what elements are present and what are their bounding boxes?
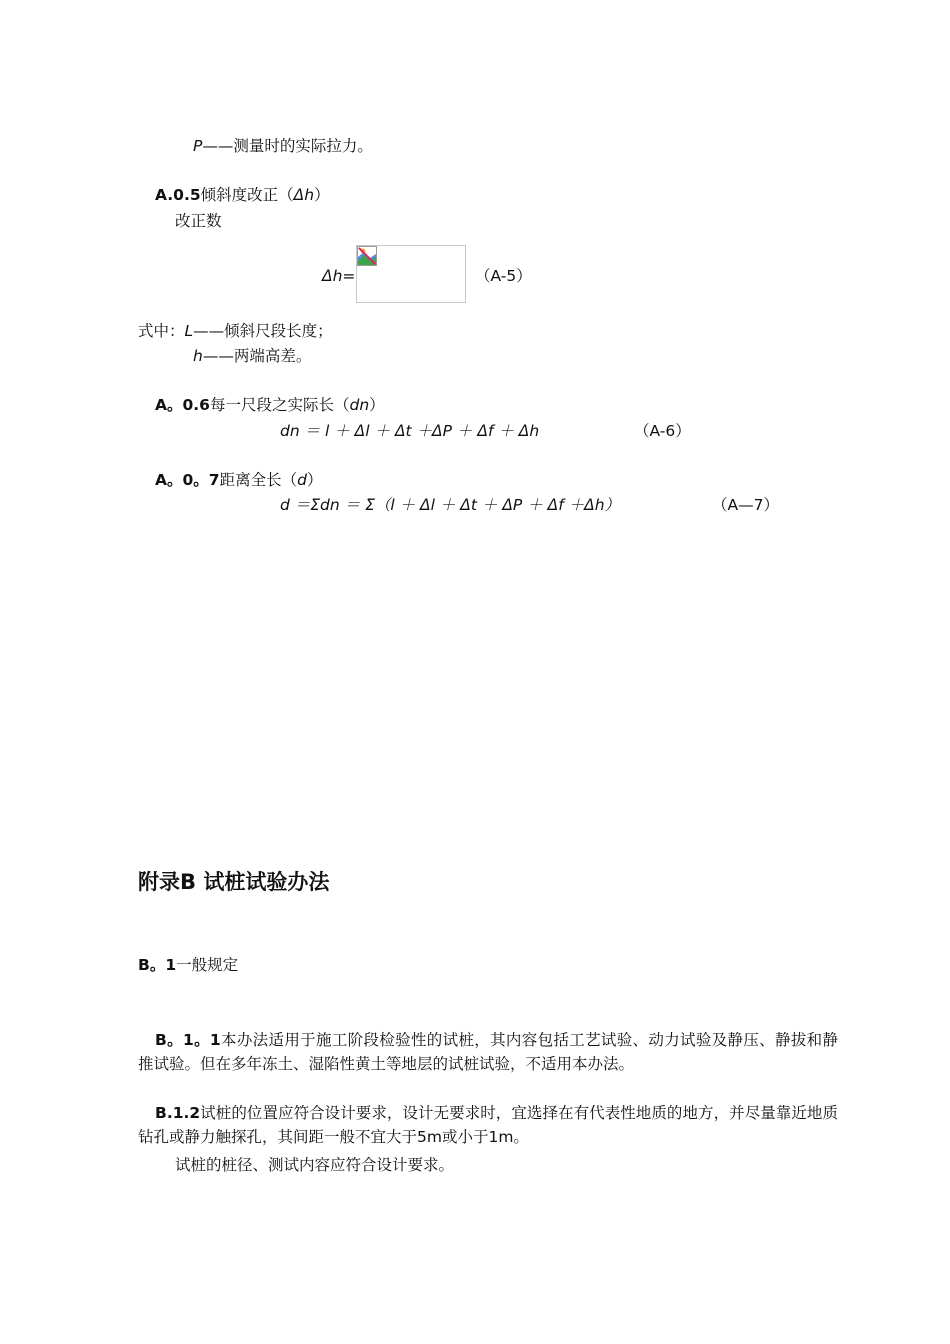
symbol: dn xyxy=(349,396,370,414)
definition-l-text: ——倾斜尺段长度； xyxy=(193,322,333,340)
section-a05-subtitle: 改正数 xyxy=(175,212,222,230)
section-number: B.1.2 xyxy=(155,1104,201,1122)
definition-l xyxy=(138,321,333,341)
symbol-l: L xyxy=(184,322,194,340)
definition-p-text: ——测量时的实际拉力。 xyxy=(202,137,373,155)
paren: ） xyxy=(306,471,323,489)
paragraph-b12-extra: 试桩的桩径、测试内容应符合设计要求。 xyxy=(175,1156,455,1174)
paren: ） xyxy=(369,396,385,414)
equation-a5-label: （A-5） xyxy=(475,267,532,285)
section-number: A。0.6 xyxy=(155,396,210,414)
section-title-text: 一般规定 xyxy=(176,956,239,974)
definition-h xyxy=(193,346,311,366)
definition-h-text: ——两端高差。 xyxy=(202,347,312,365)
paragraph-text: 试桩的位置应符合设计要求，设计无要求时，宜选择在有代表性地质的地方，并尽量靠近地质钻孔或静力触探孔，其间距一般不宜大于5m或小于1m。 xyxy=(138,1104,838,1146)
section-title-text: 倾斜度改正（ xyxy=(200,186,294,204)
section-a05-title xyxy=(155,185,330,205)
equation-a5-lhs: Δh= xyxy=(322,267,356,285)
section-a07-title xyxy=(155,470,322,490)
symbol-p: P xyxy=(193,137,203,155)
paren: ） xyxy=(314,186,330,204)
section-number: B。1 xyxy=(138,956,177,974)
equation-a6-label: （A-6） xyxy=(634,422,691,440)
symbol-h: h xyxy=(193,347,203,365)
section-title-text: 距离全长（ xyxy=(219,471,298,489)
section-b1-title xyxy=(138,955,238,975)
equation-a7-label: （A—7） xyxy=(712,496,779,514)
section-number: A.0.5 xyxy=(155,186,201,204)
paragraph-text: 本办法适用于施工阶段检验性的试桩，其内容包括工艺试验、动力试验及静压、静拔和静推试验。但在多年冻土、湿陷性黄土等地层的试桩试验，不适用本办法。 xyxy=(138,1031,838,1073)
definition-p xyxy=(193,136,373,156)
symbol: Δh xyxy=(293,186,315,204)
paragraph-b12 xyxy=(138,1101,838,1149)
paragraph-b11 xyxy=(138,1028,838,1076)
section-number: A。0。7 xyxy=(155,471,220,489)
section-number: B。1。1 xyxy=(155,1031,221,1049)
formula-image-placeholder xyxy=(356,245,466,303)
section-title-text: 每一尺段之实际长（ xyxy=(209,396,350,414)
section-a06-title xyxy=(155,395,385,415)
equation-a6: dn ＝ l ＋ Δl ＋ Δt ＋ΔP ＋ Δf ＋ Δh xyxy=(280,422,540,440)
symbol: d xyxy=(297,471,307,489)
broken-image-icon xyxy=(357,246,377,270)
equation-a7: d ＝Σdn ＝ Σ（l ＋ Δl ＋ Δt ＋ ΔP ＋ Δf ＋Δh） xyxy=(280,496,621,514)
appendix-b-heading: 附录B 试桩试验办法 xyxy=(138,870,330,894)
where-prefix: 式中： xyxy=(138,322,185,340)
